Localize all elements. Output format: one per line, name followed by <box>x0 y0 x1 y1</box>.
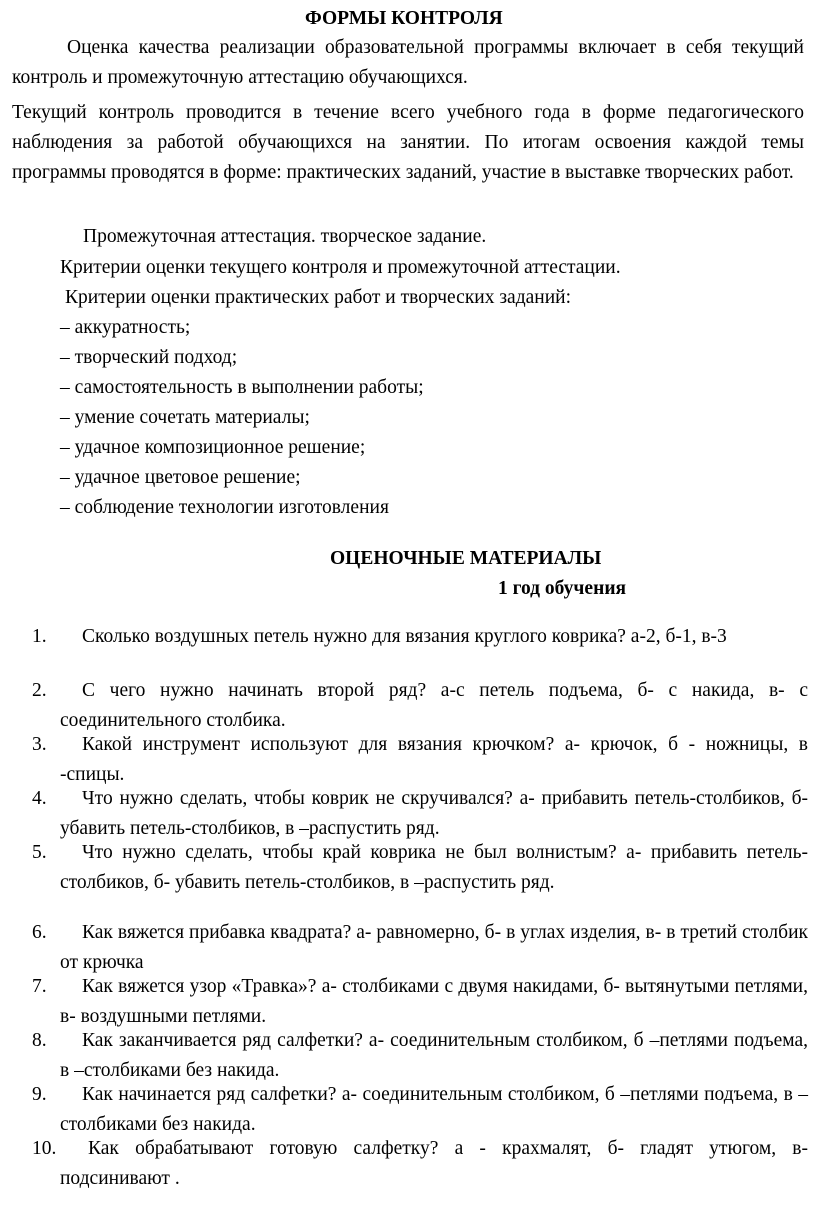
question-text: Сколько воздушных петель нужно для вязания круглого коврика? а-2, б-1, в-3 <box>82 626 727 647</box>
question-item <box>32 1134 808 1194</box>
question-number: 2. <box>32 680 47 701</box>
criteria-item: – удачное композиционное решение; <box>60 437 366 458</box>
question-item <box>32 918 808 978</box>
question-number: 3. <box>32 734 47 755</box>
question-item <box>32 838 808 898</box>
criteria-item: – аккуратность; <box>60 317 191 338</box>
criteria-item: – удачное цветовое решение; <box>60 467 301 488</box>
question-item <box>32 622 808 652</box>
question-text: Как заканчивается ряд салфетки? а- соединительным столбиком, б –петлями подъема, в –столбиками без накида. <box>60 1030 808 1081</box>
question-item <box>32 1026 808 1086</box>
assessment-materials-subtitle: 1 год обучения <box>498 578 627 599</box>
question-text: Что нужно сделать, чтобы коврик не скручивался? а- прибавить петель-столбиков, б- убавить петель-столбиков, в –распустить ряд. <box>60 788 808 839</box>
question-number: 6. <box>32 922 47 943</box>
criteria-item: – самостоятельность в выполнении работы; <box>60 377 424 398</box>
question-number: 10. <box>32 1138 57 1159</box>
question-number: 1. <box>32 626 47 647</box>
question-item <box>32 972 808 1032</box>
question-number: 4. <box>32 788 47 809</box>
intermediate-attestation-line: Промежуточная аттестация. творческое задание. <box>83 226 487 247</box>
criteria-item: – умение сочетать материалы; <box>60 407 310 428</box>
paragraph-current-control: Текущий контроль проводится в течение всего учебного года в форме педагогического наблюдения за работой обучающихся на занятии. По итогам освоения каждой темы программы проводятся в форме: практических заданий, участие в выставке творческих работ. <box>12 102 804 183</box>
question-item <box>32 730 808 790</box>
question-text: С чего нужно начинать второй ряд? а-с петель подъема, б- с накида, в- с соединительного столбика. <box>60 680 808 731</box>
paragraph-assessment-quality: Оценка качества реализации образовательной программы включает в себя текущий контроль и промежуточную аттестацию обучающихся. <box>12 37 804 88</box>
forms-of-control-title: ФОРМЫ КОНТРОЛЯ <box>305 8 503 29</box>
question-text: Как вяжется узор «Травка»? а- столбиками с двумя накидами, б- вытянутыми петлями, в- воздушными петлями. <box>60 976 808 1027</box>
question-text: Какой инструмент используют для вязания крючком? а- крючок, б - ножницы, в -спицы. <box>60 734 808 785</box>
question-item <box>32 676 808 736</box>
question-text: Как вяжется прибавка квадрата? а- равномерно, б- в углах изделия, в- в третий столбик от крючка <box>60 922 808 973</box>
question-number: 7. <box>32 976 47 997</box>
question-text: Как обрабатывают готовую салфетку? а - крахмалят, б- гладят утюгом, в- подсинивают . <box>60 1138 808 1189</box>
question-text: Как начинается ряд салфетки? а- соединительным столбиком, б –петлями подъема, в –столбиками без накида. <box>60 1084 808 1135</box>
assessment-materials-title: ОЦЕНОЧНЫЕ МАТЕРИАЛЫ <box>330 548 602 569</box>
question-number: 9. <box>32 1084 47 1105</box>
criteria-current-control-line: Критерии оценки текущего контроля и промежуточной аттестации. <box>60 257 621 278</box>
question-item <box>32 784 808 844</box>
criteria-practical-works-line: Критерии оценки практических работ и творческих заданий: <box>65 287 572 308</box>
question-number: 5. <box>32 842 47 863</box>
question-item <box>32 1080 808 1140</box>
question-text: Что нужно сделать, чтобы край коврика не был волнистым? а- прибавить петель-столбиков, б- убавить петель-столбиков, в –распустить ряд. <box>60 842 808 893</box>
question-number: 8. <box>32 1030 47 1051</box>
criteria-item: – соблюдение технологии изготовления <box>60 497 389 518</box>
criteria-item: – творческий подход; <box>60 347 238 368</box>
